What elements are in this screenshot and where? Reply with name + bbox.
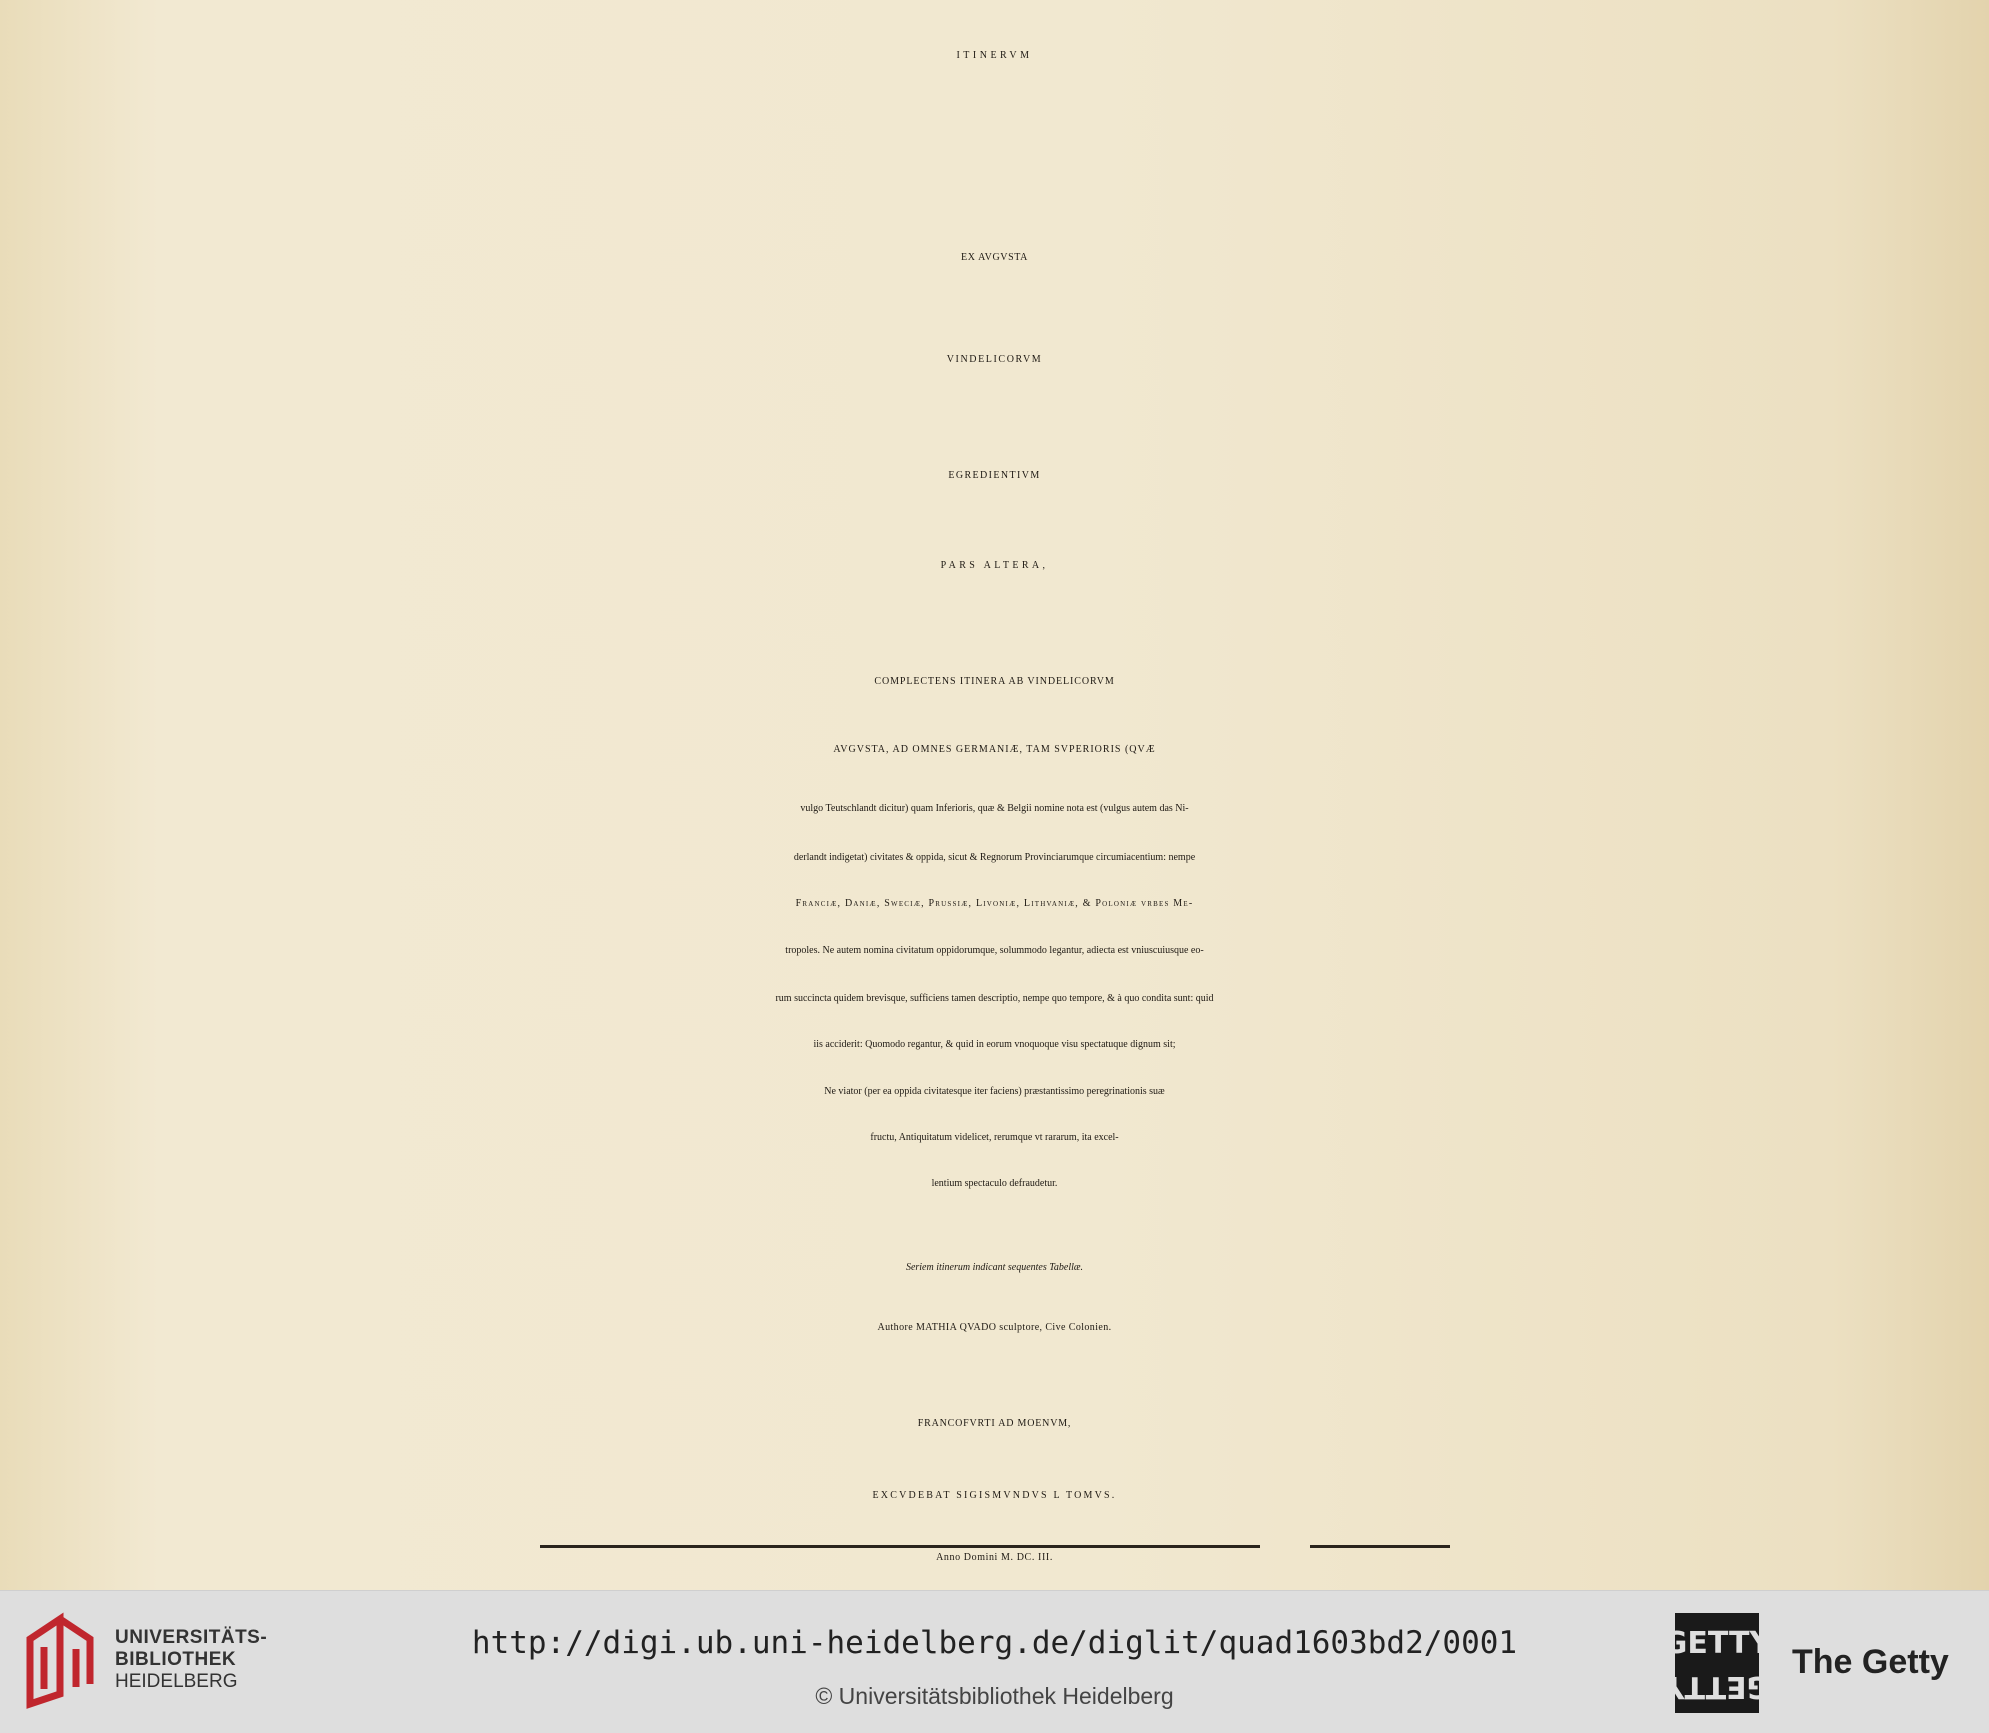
series-line: Seriem itinerum indicant sequentes Tabellæ. bbox=[905, 1262, 1084, 1273]
partner-name[interactable]: The Getty bbox=[1792, 1643, 1949, 1681]
getty-logo-text-top: GETTY bbox=[1662, 1626, 1772, 1661]
title-line-1: ITINERVM bbox=[956, 50, 1033, 61]
imprint-line-3: Anno Domini M. DC. III. bbox=[936, 1552, 1053, 1563]
library-name-line-1: UNIVERSITÄTS- bbox=[115, 1627, 268, 1648]
title-line-5: PARS ALTERA, bbox=[940, 560, 1049, 571]
body-line-3: Franciæ, Daniæ, Sweciæ, Prussiæ, Livoniæ, Lithvaniæ, & Poloniæ vrbes Me- bbox=[795, 898, 1194, 909]
body-line-5: rum succincta quidem brevisque, sufficiens tamen descriptio, nempe quo tempore, & à quo condita sunt: quid bbox=[775, 993, 1214, 1004]
body-line-7: Ne viator (per ea oppida civitatesque iter faciens) præstantissimo peregrinationis suæ bbox=[824, 1086, 1165, 1097]
body-line-2: derlandt indigetat) civitates & oppida, sicut & Regnorum Provinciarumque circumiacentium: nempe bbox=[793, 852, 1196, 863]
title-line-2: EX AVGVSTA bbox=[961, 252, 1028, 263]
permalink-url[interactable]: http://digi.ub.uni-heidelberg.de/diglit/quad1603bd2/0001 bbox=[471, 1625, 1518, 1661]
body-line-9: lentium spectaculo defraudetur. bbox=[931, 1178, 1058, 1189]
getty-logo-text-bottom: GETTY bbox=[1662, 1669, 1772, 1704]
viewer-footer bbox=[0, 1590, 1989, 1733]
body-line-8: fructu, Antiquitatum videlicet, rerumque vt rararum, ita excel- bbox=[870, 1132, 1119, 1143]
subtitle-line-2: AVGVSTA, AD OMNES GERMANIÆ, TAM SVPERIORIS (QVÆ bbox=[833, 744, 1156, 755]
copyright-notice: © Universitätsbibliothek Heidelberg bbox=[815, 1683, 1174, 1709]
title-line-4: EGREDIENTIVM bbox=[948, 470, 1041, 481]
subtitle-line-1: COMPLECTENS ITINERA AB VINDELICORVM bbox=[874, 676, 1115, 687]
imprint-line-1: FRANCOFVRTI AD MOENVM, bbox=[917, 1418, 1072, 1429]
body-line-1: vulgo Teutschlandt dicitur) quam Inferioris, quæ & Belgii nomine nota est (vulgus autem das Ni- bbox=[800, 803, 1189, 814]
title-line-3: VINDELICORVM bbox=[946, 354, 1043, 365]
getty-logo-icon[interactable] bbox=[1662, 1613, 1772, 1713]
body-line-6: iis acciderit: Quomodo regantur, & quid in eorum vnoquoque visu spectatuque dignum sit; bbox=[813, 1039, 1176, 1050]
author-line: Authore MATHIA QVADO sculptore, Cive Colonien. bbox=[877, 1322, 1112, 1333]
body-line-4: tropoles. Ne autem nomina civitatum oppidorumque, solummodo legantur, adiecta est vniuscuiusque eo- bbox=[785, 945, 1204, 956]
imprint-rule-right bbox=[1310, 1545, 1450, 1548]
library-name-line-3: HEIDELBERG bbox=[115, 1671, 238, 1692]
imprint-line-2: EXCVDEBAT SIGISMVNDVS L TOMVS. bbox=[872, 1490, 1117, 1501]
imprint-rule-left bbox=[540, 1545, 1260, 1548]
library-name-line-2: BIBLIOTHEK bbox=[115, 1649, 237, 1670]
